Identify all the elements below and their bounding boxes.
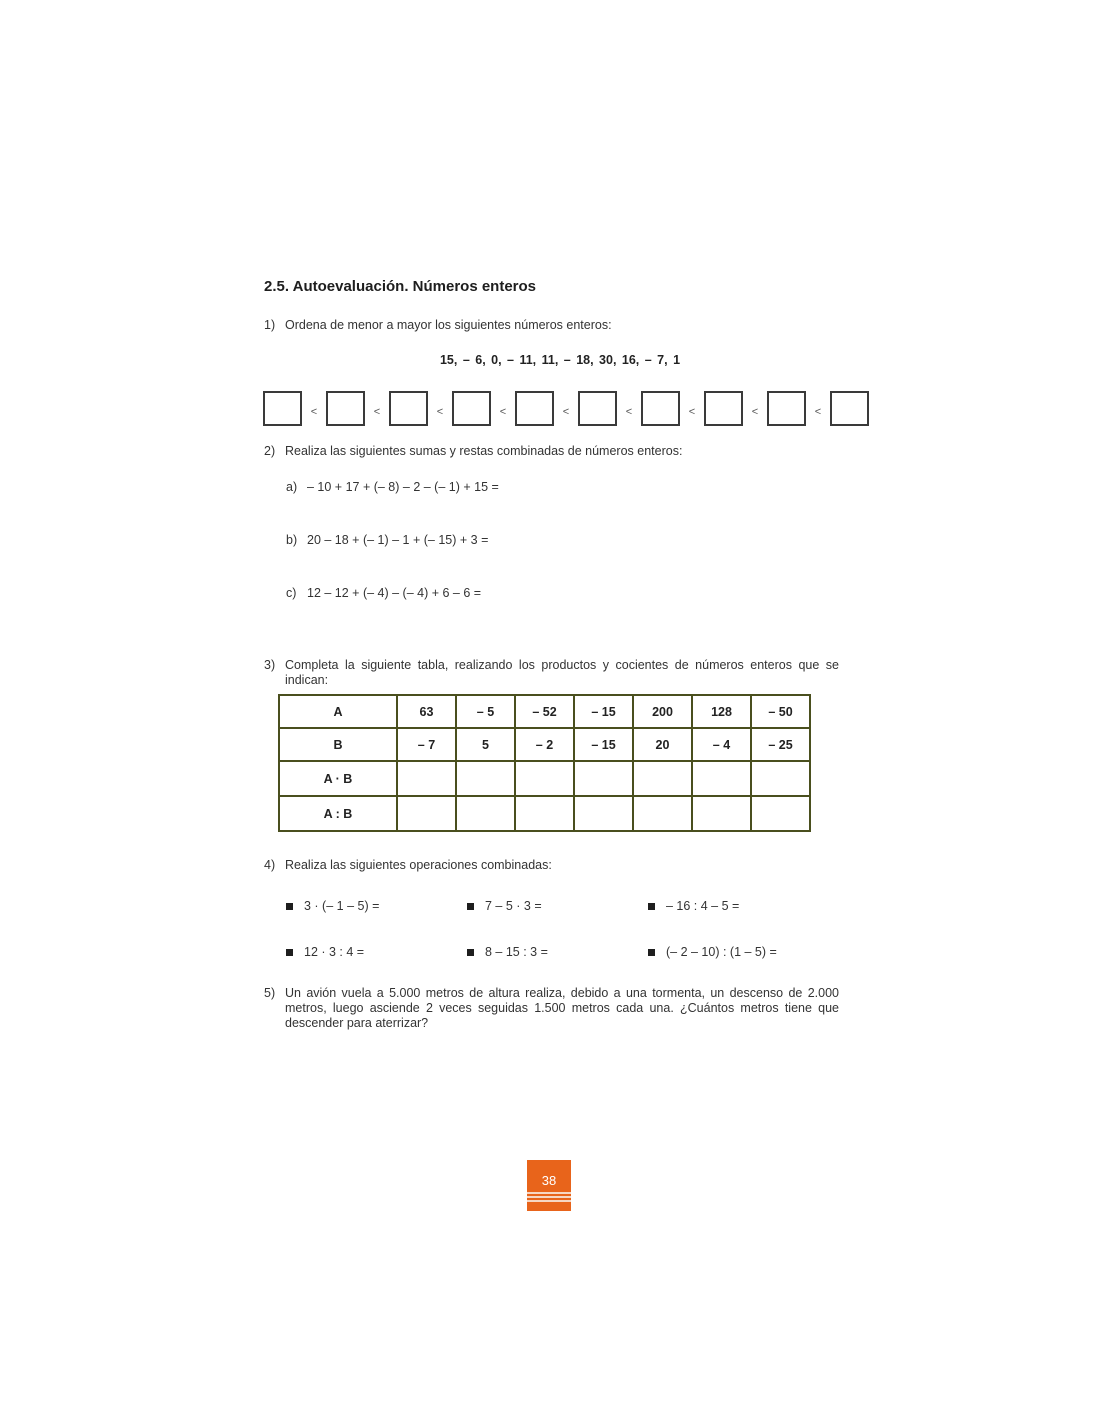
answer-cell[interactable] [397, 761, 456, 796]
number-sequence: 15, – 6, 0, – 11, 11, – 18, 30, 16, – 7, 1 [439, 353, 681, 367]
question-text: Un avión vuela a 5.000 metros de altura realiza, debido a una tormenta, un descenso de 2.000 metros, luego asciende 2 veces seguidas 1.500 metros cada una. ¿Cuántos metros tiene que descender para aterrizar? [285, 986, 839, 1030]
square-bullet-icon [648, 949, 655, 956]
operation-expression: 7 – 5 · 3 = [485, 899, 542, 913]
table-cell: 200 [633, 695, 692, 728]
row-header: B [279, 728, 397, 761]
square-bullet-icon [286, 903, 293, 910]
question-2 [264, 444, 682, 458]
less-than-sign: < [562, 405, 570, 418]
question-number: 4) [264, 858, 276, 872]
item-label: a) [286, 480, 298, 494]
table-row [279, 796, 810, 831]
item-expression: 20 – 18 + (– 1) – 1 + (– 15) + 3 = [307, 533, 489, 547]
answer-box-2[interactable] [326, 391, 365, 426]
answer-cell[interactable] [751, 796, 810, 831]
operations-row-2 [286, 945, 829, 959]
answer-cell[interactable] [751, 761, 810, 796]
table-row [279, 695, 810, 728]
less-than-sign: < [625, 405, 633, 418]
item-expression: 12 – 12 + (– 4) – (– 4) + 6 – 6 = [307, 586, 482, 600]
question-5 [264, 986, 839, 1031]
operation-expression: 3 · (– 1 – 5) = [304, 899, 380, 913]
answer-cell[interactable] [633, 761, 692, 796]
table-cell: 20 [633, 728, 692, 761]
table-cell: – 15 [574, 695, 633, 728]
item-label: b) [286, 533, 298, 547]
operation-expression: (– 2 – 10) : (1 – 5) = [666, 945, 777, 959]
answer-box-10[interactable] [830, 391, 869, 426]
less-than-sign: < [436, 405, 444, 418]
question-number: 3) [264, 658, 276, 672]
operation-expression: 12 · 3 : 4 = [304, 945, 365, 959]
question-text: Realiza las siguientes sumas y restas combinadas de números enteros: [285, 444, 683, 458]
page-number-badge [527, 1160, 571, 1211]
badge-stripe [527, 1196, 571, 1198]
page-number: 38 [541, 1173, 557, 1188]
table-cell: – 4 [692, 728, 751, 761]
operation-expression: – 16 : 4 – 5 = [666, 899, 740, 913]
square-bullet-icon [467, 949, 474, 956]
question-text: Completa la siguiente tabla, realizando los productos y cocientes de números enteros que se indican: [285, 658, 839, 687]
answer-cell[interactable] [692, 761, 751, 796]
answer-cell[interactable] [633, 796, 692, 831]
table-cell: – 5 [456, 695, 515, 728]
less-than-sign: < [499, 405, 507, 418]
table-cell: – 52 [515, 695, 574, 728]
table-cell: – 25 [751, 728, 810, 761]
sum-item-c [286, 586, 481, 600]
operation-item [648, 945, 829, 959]
operation-item [467, 945, 648, 959]
integer-table [278, 694, 811, 832]
square-bullet-icon [648, 903, 655, 910]
table-cell: – 2 [515, 728, 574, 761]
question-text: Ordena de menor a mayor los siguientes números enteros: [285, 318, 612, 332]
answer-box-9[interactable] [767, 391, 806, 426]
operations-row-1 [286, 899, 829, 913]
less-than-sign: < [310, 405, 318, 418]
answer-cell[interactable] [515, 761, 574, 796]
table-row [279, 761, 810, 796]
item-label: c) [286, 586, 297, 600]
item-expression: – 10 + 17 + (– 8) – 2 – (– 1) + 15 = [307, 480, 499, 494]
section-title: 2.5. Autoevaluación. Números enteros [264, 278, 537, 295]
answer-cell[interactable] [574, 796, 633, 831]
answer-cell[interactable] [397, 796, 456, 831]
table-cell: – 7 [397, 728, 456, 761]
question-4 [264, 858, 552, 872]
answer-box-5[interactable] [515, 391, 554, 426]
question-number: 2) [264, 444, 276, 458]
badge-stripe [527, 1192, 571, 1194]
operation-expression: 8 – 15 : 3 = [485, 945, 548, 959]
table-cell: 63 [397, 695, 456, 728]
less-than-sign: < [373, 405, 381, 418]
operation-item [467, 899, 648, 913]
table-cell: 5 [456, 728, 515, 761]
answer-cell[interactable] [574, 761, 633, 796]
answer-box-6[interactable] [578, 391, 617, 426]
less-than-sign: < [751, 405, 759, 418]
table-row [279, 728, 810, 761]
less-than-sign: < [688, 405, 696, 418]
operation-item [286, 899, 467, 913]
operation-item [286, 945, 467, 959]
square-bullet-icon [286, 949, 293, 956]
question-number: 5) [264, 986, 276, 1000]
answer-box-1[interactable] [263, 391, 302, 426]
answer-cell[interactable] [456, 761, 515, 796]
answer-cell[interactable] [692, 796, 751, 831]
ordering-boxes [263, 391, 869, 426]
question-text: Realiza las siguientes operaciones combinadas: [285, 858, 552, 872]
answer-cell[interactable] [515, 796, 574, 831]
badge-stripe [527, 1200, 571, 1202]
table-cell: – 15 [574, 728, 633, 761]
answer-box-8[interactable] [704, 391, 743, 426]
row-header: A [279, 695, 397, 728]
sum-item-a [286, 480, 499, 494]
table-cell: 128 [692, 695, 751, 728]
answer-cell[interactable] [456, 796, 515, 831]
answer-box-4[interactable] [452, 391, 491, 426]
less-than-sign: < [814, 405, 822, 418]
answer-box-3[interactable] [389, 391, 428, 426]
question-number: 1) [264, 318, 276, 332]
question-1 [264, 318, 612, 332]
question-3 [264, 658, 839, 688]
answer-box-7[interactable] [641, 391, 680, 426]
operation-item [648, 899, 829, 913]
table-cell: – 50 [751, 695, 810, 728]
row-header: A : B [279, 796, 397, 831]
square-bullet-icon [467, 903, 474, 910]
row-header: A · B [279, 761, 397, 796]
sum-item-b [286, 533, 488, 547]
